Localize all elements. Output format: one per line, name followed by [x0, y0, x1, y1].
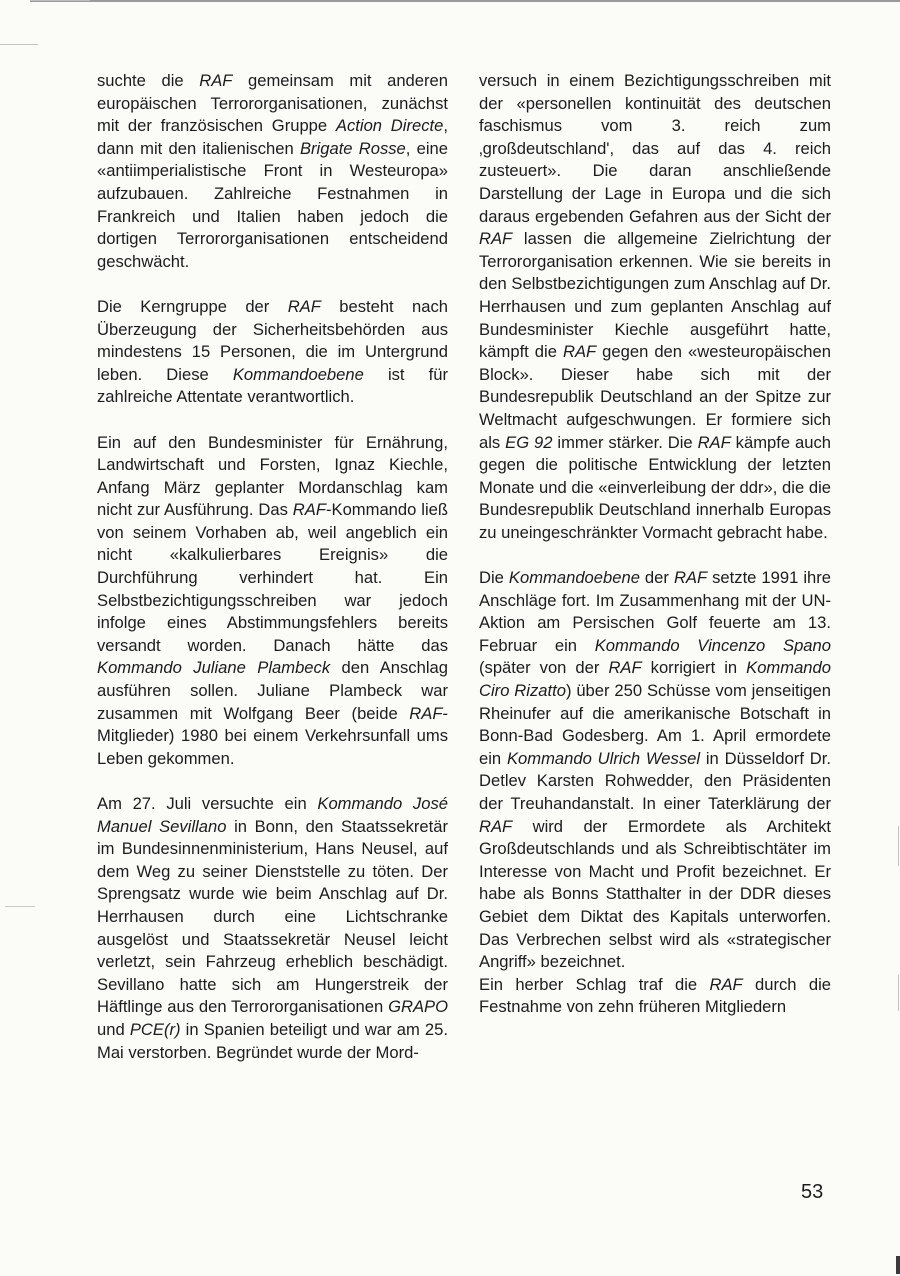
italic-term: Action Directe [335, 116, 444, 136]
italic-term: Brigate Rosse [299, 138, 406, 158]
scan-speck [0, 44, 38, 45]
italic-term: RAF [479, 229, 513, 249]
paragraph: Ein auf den Bundesminister für Ernährung, Landwirtschaft und Forsten, Ignaz Kiechle, Anfang März geplanter Mordanschlag kam nicht zur Ausführung. Das RAF-Kommando ließ von seinem Vorhaben ab, weil angeblich ein nicht «kalkulierbares Ereignis» die Durchführung verhindert hat. Ein Selbstbezichtigungsschreiben war jedoch infolge eines Abstimmungsfehlers bereits versandt worden. Danach hätte das Kommando Juliane Plambeck den Anschlag ausführen sollen. Juliane Plambeck war zusammen mit Wolfgang Beer (beide RAF-Mitglieder) 1980 bei einem Verkehrsunfall ums Leben gekommen. [97, 432, 449, 768]
page-top-rule [30, 0, 900, 2]
italic-term: RAF [409, 703, 443, 723]
italic-term: Kommandoebene [232, 364, 364, 384]
right-column [479, 70, 831, 1019]
paragraph: Am 27. Juli versuchte ein Kommando José Manuel Sevillano in Bonn, den Staatssekretär im Bundesinnenministerium, Hans Neusel, auf dem Weg zu seiner Dienststelle zu töten. Der Sprengsatz wurde wie beim Anschlag auf Dr. Herrhausen durch eine Lichtschranke ausgelöst und Staatssekretär Neusel leicht verletzt, sein Fahrzeug erheblich beschädigt. Sevillano hatte sich am Hungerstreik der Häftlinge aus den Terrororganisationen GRAPO und PCE(r) in Spanien beteiligt und war am 25. Mai verstorben. Begründet wurde der Mord- [97, 794, 449, 1062]
left-column [97, 70, 448, 1064]
italic-term: RAF [479, 816, 513, 836]
paragraph: Ein herber Schlag traf die RAF durch die Festnahme von zehn früheren Mitgliedern [479, 974, 831, 1017]
scan-speck [898, 975, 899, 1011]
italic-term: Kommando José Manuel Sevillano [97, 794, 448, 836]
italic-term: Kommando Vincenzo Spano [594, 635, 831, 655]
italic-term: Kommando Ulrich Wessel [506, 748, 701, 768]
italic-term: RAF [697, 432, 731, 452]
scan-speck [5, 906, 35, 907]
italic-term: RAF [709, 974, 743, 994]
italic-term: Kommandoebene [508, 568, 640, 588]
paragraph: versuch in einem Bezichtigungsschreiben mit der «personellen kontinuität des deutschen faschismus vom 3. reich zum ‚großdeutschland', das auf das 4. reich zusteuert». Die daran anschließende Darstellung der Lage in Europa und die sich daraus ergebenden Gefahren aus der Sicht der RAF lassen die allgemeine Zielrichtung der Terrororganisation erkennen. Wie sie bereits in den Selbstbezichtigungen zum Anschlag auf Dr. Herrhausen und zum geplanten Anschlag auf Bundesminister Kiechle ausgeführt hatte, kämpft die RAF gegen den «westeuropäischen Block». Dieser habe sich mit der Bundesrepublik Deutschland an der Spitze zur Weltmacht aufgeschwungen. Er formiere sich als EG 92 immer stärker. Die RAF kämpfe auch gegen die politische Entwicklung der letzten Monate und die «einverleibung der ddr», die die Bundesrepublik Deutschland innerhalb Europas zu uneingeschränkter Vormacht gebracht habe. [479, 71, 832, 542]
paragraph: suchte die RAF gemeinsam mit anderen europäischen Terrororganisationen, zunächst mit der französischen Gruppe Action Directe, dann mit den italienischen Brigate Rosse, eine «antiimperialistische Front in Westeuropa» aufzubauen. Zahlreiche Festnahmen in Frankreich und Italien haben jedoch die dortigen Terrororganisationen entscheidend geschwächt. [97, 71, 449, 271]
italic-term: EG 92 [505, 432, 553, 452]
italic-term: RAF [562, 342, 597, 362]
italic-term: PCE(r) [129, 1019, 181, 1039]
italic-term: GRAPO [388, 997, 448, 1017]
italic-term: RAF [608, 658, 642, 678]
italic-term: RAF [673, 568, 708, 588]
scan-speck [898, 826, 899, 866]
italic-term: RAF [199, 71, 233, 90]
italic-term: RAF [292, 500, 326, 520]
italic-term: Kommando Ciro Rizatto [479, 658, 831, 701]
paragraph: Die Kerngruppe der RAF besteht nach Überzeugung der Sicherheitsbehörden aus mindestens 15 Personen, die im Untergrund leben. Diese Kommandoebene ist für zahlreiche Attentate verantwortlich. [97, 296, 449, 407]
paragraph: Die Kommandoebene der RAF setzte 1991 ihre Anschläge fort. Im Zusammenhang mit der UN-Aktion am Persischen Golf feuerte am 13. Februar ein Kommando Vincenzo Spano (später von der RAF korrigiert in Kommando Ciro Rizatto) über 250 Schüsse vom jenseitigen Rheinufer auf die amerikanische Botschaft in Bonn-Bad Godesberg. Am 1. April ermordete ein Kommando Ulrich Wessel in Düsseldorf Dr. Detlev Karsten Rohwedder, den Präsidenten der Treuhandanstalt. In einer Taterklärung der RAF wird der Ermordete als Architekt Großdeutschlands und als Schreibtischtäter im Interesse von Macht und Profit bezeichnet. Er habe als Bonns Statthalter in der DDR dieses Gebiet dem Diktat des Kapitals unterworfen. Das Verbrechen selbst wird als «strategischer Angriff» bezeichnet. [479, 568, 832, 972]
italic-term: RAF [287, 296, 321, 316]
italic-term: Kommando Juliane Plambeck [97, 658, 331, 678]
scan-edge-mark [896, 1256, 900, 1274]
page-number: 53 [801, 1181, 824, 1203]
scan-edge-mark [30, 0, 90, 1]
